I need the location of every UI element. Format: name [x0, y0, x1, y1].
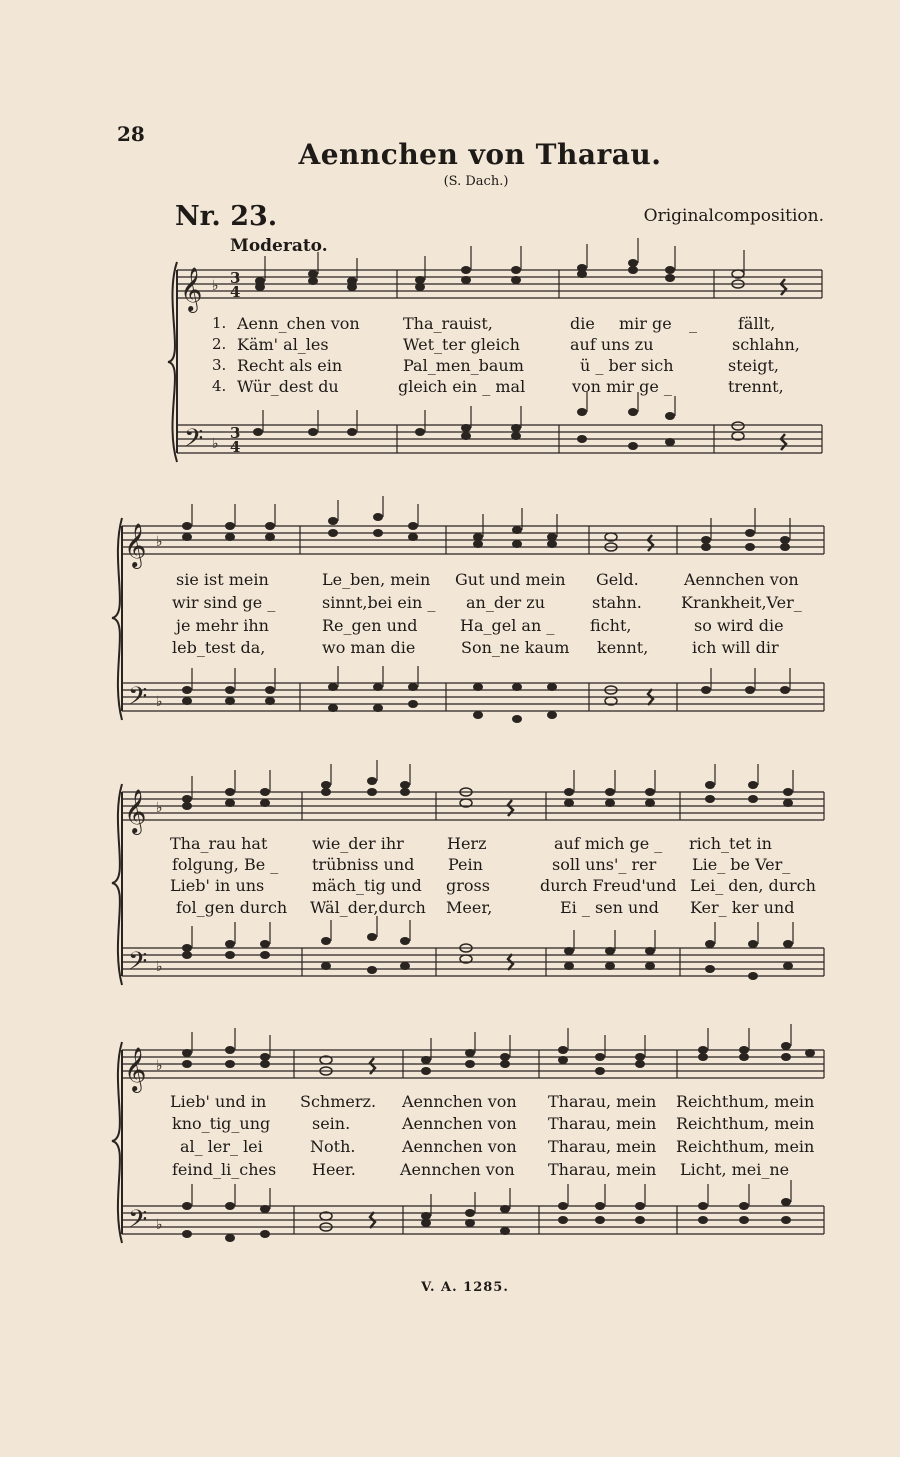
- svg-text:𝄢: 𝄢: [128, 682, 148, 717]
- lyric-syllable: von mir ge _: [572, 377, 672, 396]
- lyric-syllable: mir ge: [619, 314, 672, 333]
- lyric-syllable: schlahn,: [732, 335, 800, 354]
- svg-text:𝄞: 𝄞: [124, 1047, 147, 1091]
- tempo-marking: Moderato.: [230, 236, 328, 256]
- svg-text:𝄞: 𝄞: [124, 523, 147, 567]
- lyric-syllable: _: [689, 314, 697, 333]
- lyric-syllable: Re_gen und: [322, 616, 418, 635]
- svg-text:♭: ♭: [212, 436, 219, 452]
- lyric-syllable: gross: [446, 876, 490, 895]
- lyric-syllable: Geld.: [596, 570, 639, 589]
- lyric-syllable: sinnt,bei ein _: [322, 593, 436, 612]
- lyric-syllable: sie ist mein: [176, 570, 269, 589]
- lyric-syllable: Reichthum, mein: [676, 1137, 815, 1156]
- lyric-syllable: Wür_dest du: [237, 377, 339, 396]
- lyric-syllable: ü _ ber sich: [580, 356, 674, 375]
- lyric-syllable: wie_der ihr: [312, 834, 404, 853]
- svg-text:𝄞: 𝄞: [180, 267, 203, 311]
- lyric-syllable: fol_gen durch: [176, 898, 288, 917]
- lyric-syllable: soll uns'_ rer: [552, 855, 657, 874]
- lyric-syllable: Heer.: [312, 1160, 356, 1179]
- lyric-syllable: Reichthum, mein: [676, 1114, 815, 1133]
- lyric-syllable: Aennchen von: [402, 1092, 517, 1111]
- lyric-syllable: Herz: [447, 834, 487, 853]
- svg-text:♭: ♭: [212, 278, 219, 294]
- lyric-syllable: Aennchen von: [684, 570, 799, 589]
- lyric-syllable: ist,: [468, 314, 493, 333]
- lyric-syllable: Lei_ den, durch: [690, 876, 816, 895]
- song-number: Nr. 23.: [175, 201, 278, 232]
- lyric-syllable: Pein: [448, 855, 483, 874]
- lyric-syllable: ich will dir: [692, 638, 779, 657]
- lyric-syllable: kno_tig_ung: [172, 1114, 271, 1133]
- lyric-syllable: Wet_ter gleich: [403, 335, 520, 354]
- lyric-syllable: Tha_rau: [403, 314, 470, 333]
- lyric-syllable: Gut und mein: [455, 570, 566, 589]
- song-title: Aennchen von Tharau.: [298, 138, 662, 171]
- svg-text:𝄢: 𝄢: [128, 1205, 148, 1240]
- lyric-syllable: folgung, Be _: [172, 855, 279, 874]
- svg-text:♭: ♭: [156, 1058, 163, 1074]
- lyric-syllable: Pal_men_baum: [403, 356, 524, 375]
- lyric-syllable: so wird die: [694, 616, 784, 635]
- lyric-syllable: al_ ler_ lei: [180, 1137, 263, 1156]
- lyric-syllable: Tharau, mein: [548, 1092, 657, 1111]
- svg-text:3: 3: [230, 269, 241, 287]
- lyric-syllable: durch Freud'und: [540, 876, 677, 895]
- lyric-syllable: Tharau, mein: [548, 1137, 657, 1156]
- lyric-syllable: Lieb' und in: [170, 1092, 267, 1111]
- svg-text:♭: ♭: [156, 1217, 163, 1233]
- lyric-syllable: je mehr ihn: [176, 616, 269, 635]
- lyric-syllable: Meer,: [446, 898, 493, 917]
- svg-text:𝄢: 𝄢: [128, 947, 148, 982]
- svg-text:4: 4: [230, 438, 241, 456]
- lyric-syllable: gleich ein _ mal: [398, 377, 526, 396]
- lyric-syllable: 1.: [212, 314, 227, 332]
- lyric-syllable: Wäl_der,durch: [310, 898, 426, 917]
- lyric-syllable: rich_tet in: [689, 834, 772, 853]
- lyric-syllable: Son_ne kaum: [461, 638, 570, 657]
- svg-text:♭: ♭: [156, 800, 163, 816]
- lyric-syllable: Lieb' in uns: [170, 876, 265, 895]
- lyric-syllable: Licht, mei_ne: [680, 1160, 790, 1179]
- lyric-syllable: feind_li_ches: [172, 1160, 277, 1179]
- svg-text:𝄞: 𝄞: [124, 789, 147, 833]
- lyric-syllable: 4.: [212, 377, 227, 395]
- page-number: 28: [117, 122, 145, 146]
- lyric-syllable: 3.: [212, 356, 227, 374]
- lyric-syllable: Ha_gel an _: [460, 616, 555, 635]
- lyric-syllable: Aennchen von: [400, 1160, 515, 1179]
- composer-note: Originalcomposition.: [643, 206, 824, 226]
- lyric-syllable: fällt,: [738, 314, 776, 333]
- svg-text:4: 4: [230, 283, 241, 301]
- lyric-syllable: sein.: [312, 1114, 351, 1133]
- lyric-syllable: wir sind ge _: [172, 593, 276, 612]
- lyric-syllable: trennt,: [728, 377, 784, 396]
- lyric-syllable: Schmerz.: [300, 1092, 377, 1111]
- plate-number: V. A. 1285.: [421, 1280, 509, 1295]
- svg-text:♭: ♭: [156, 534, 163, 550]
- lyric-syllable: Noth.: [310, 1137, 356, 1156]
- lyric-syllable: ficht,: [590, 616, 632, 635]
- lyric-syllable: Aennchen von: [402, 1137, 517, 1156]
- lyric-syllable: auf uns zu: [570, 335, 654, 354]
- lyric-syllable: Le_ben, mein: [322, 570, 431, 589]
- lyric-syllable: Lie_ be Ver_: [692, 855, 791, 874]
- lyric-syllable: Käm' al_les: [237, 335, 329, 354]
- lyric-syllable: trübniss und: [312, 855, 415, 874]
- lyric-syllable: auf mich ge _: [554, 834, 663, 853]
- lyric-syllable: kennt,: [597, 638, 649, 657]
- lyric-syllable: 2.: [212, 335, 227, 353]
- lyric-syllable: die: [570, 314, 595, 333]
- lyric-syllable: leb_test da,: [172, 638, 266, 657]
- lyric-syllable: Tharau, mein: [548, 1114, 657, 1133]
- lyric-syllable: Tharau, mein: [548, 1160, 657, 1179]
- lyric-syllable: Recht als ein: [237, 356, 343, 375]
- lyric-syllable: steigt,: [728, 356, 779, 375]
- svg-text:3: 3: [230, 424, 241, 442]
- lyric-syllable: Ei _ sen und: [560, 898, 659, 917]
- lyric-syllable: mäch_tig und: [312, 876, 422, 895]
- svg-text:♭: ♭: [156, 959, 163, 975]
- lyric-syllable: Aenn_chen von: [237, 314, 360, 333]
- lyric-syllable: Ker_ ker und: [690, 898, 795, 917]
- lyric-syllable: wo man die: [322, 638, 416, 657]
- lyric-syllable: Aennchen von: [402, 1114, 517, 1133]
- lyric-syllable: Krankheit,Ver_: [681, 593, 802, 612]
- svg-text:𝄢: 𝄢: [184, 424, 204, 459]
- lyric-syllable: stahn.: [592, 593, 642, 612]
- lyric-syllable: Tha_rau hat: [170, 834, 268, 853]
- lyric-syllable: an_der zu: [466, 593, 546, 612]
- lyric-syllable: Reichthum, mein: [676, 1092, 815, 1111]
- notes-system-2: [182, 513, 790, 723]
- svg-text:♭: ♭: [156, 694, 163, 710]
- poet-credit: (S. Dach.): [443, 174, 509, 189]
